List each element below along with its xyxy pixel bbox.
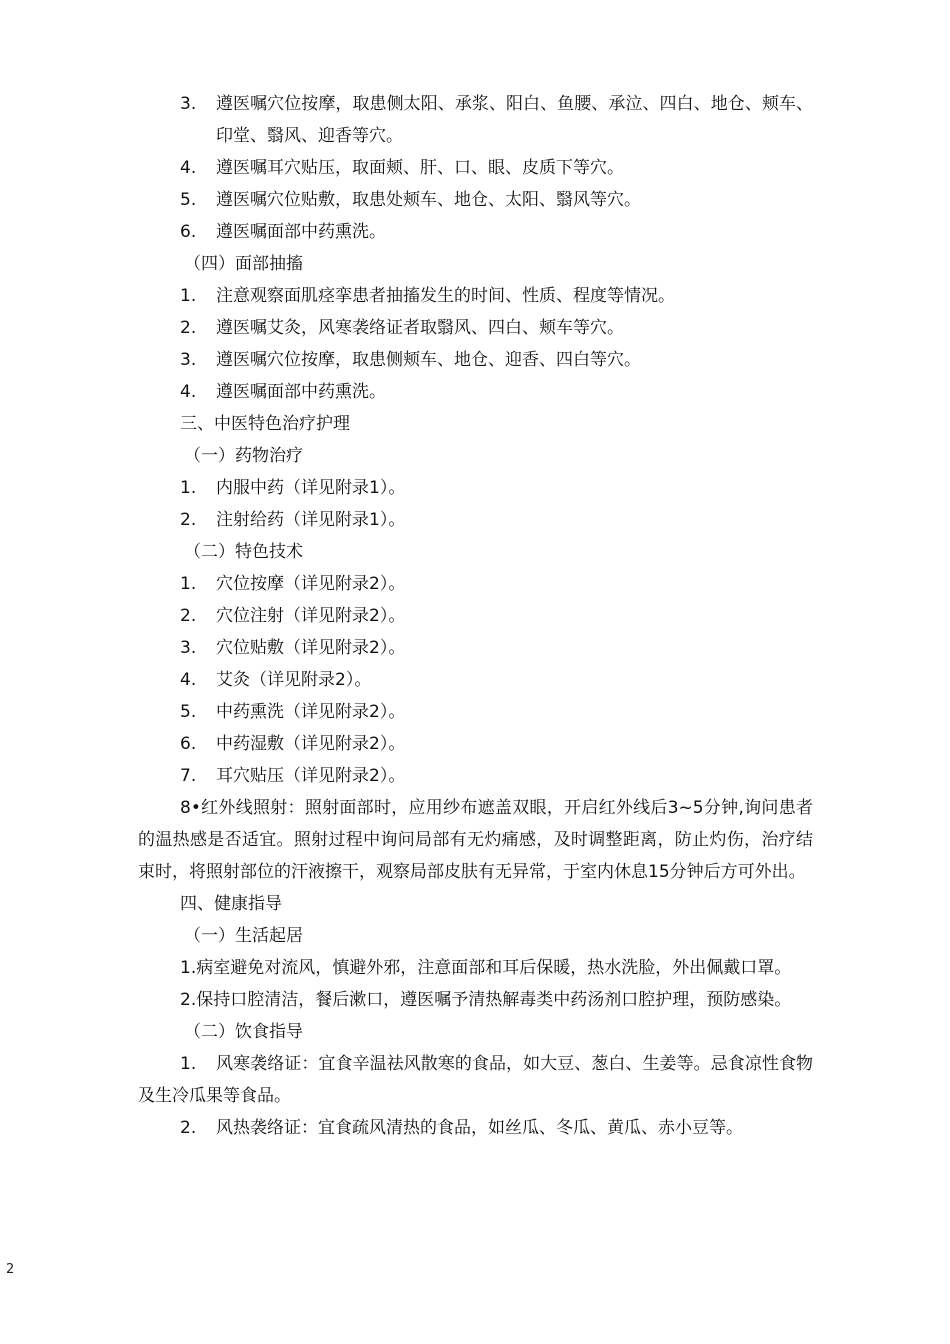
list-item: [180, 664, 813, 696]
section-heading: 三、中医特色治疗护理: [180, 414, 350, 434]
list-item: [180, 184, 813, 216]
list-text: 遵医嘱面部中药熏洗。: [216, 382, 386, 402]
list-number: 4.: [180, 670, 197, 690]
list-number: 1.: [180, 478, 197, 498]
list-number: 3.: [180, 94, 197, 114]
list-item: [180, 472, 813, 504]
list-number: 2.: [180, 318, 197, 338]
list-item: [180, 216, 813, 248]
page-number: 2: [6, 1262, 15, 1277]
list-text: 耳穴贴压（详见附录2）。: [216, 766, 406, 786]
list-number: 5.: [180, 702, 197, 722]
list-text: 中药湿敷（详见附录2）。: [216, 734, 406, 754]
numbered-paragraph: [138, 1048, 813, 1112]
subsection-heading: （二）饮食指导: [184, 1022, 303, 1042]
list-item: [180, 152, 813, 184]
list-item: [180, 696, 813, 728]
paragraph: 1.病室避免对流风，慎避外邪，注意面部和耳后保暖，热水洗脸，外出佩戴口罩。: [180, 958, 792, 978]
subsection-heading: （一）生活起居: [184, 926, 303, 946]
list-text: 遵医嘱面部中药熏洗。: [216, 222, 386, 242]
list-text: 穴位注射（详见附录2）。: [216, 606, 406, 626]
list-item: [180, 728, 813, 760]
document-body: [138, 88, 813, 1144]
list-text: 遵医嘱艾灸，风寒袭络证者取翳风、四白、颊车等穴。: [216, 318, 624, 338]
list-item: [180, 632, 813, 664]
subsection-heading: （一）药物治疗: [184, 446, 303, 466]
list-item: [180, 504, 813, 536]
list-text: 遵医嘱穴位贴敷，取患处颊车、地仓、太阳、翳风等穴。: [216, 190, 641, 210]
list-item: [180, 376, 813, 408]
list-number: 2.: [180, 510, 197, 530]
list-item: [180, 1112, 813, 1144]
list-text: 遵医嘱穴位按摩，取患侧太阳、承浆、阳白、鱼腰、承泣、四白、地仓、颊车、印堂、翳风、迎香等穴。: [216, 94, 813, 146]
list-number: 4.: [180, 382, 197, 402]
section-heading: 四、健康指导: [180, 894, 282, 914]
list-item: [180, 312, 813, 344]
list-text: 内服中药（详见附录1）。: [216, 478, 406, 498]
list-number: 1.: [180, 1054, 197, 1074]
paragraph: 2.保持口腔清洁，餐后漱口，遵医嘱予清热解毒类中药汤剂口腔护理，预防感染。: [180, 990, 792, 1010]
list-text: 风寒袭络证：宜食辛温祛风散寒的食品，如大豆、葱白、生姜等。忌食凉性食物及生冷瓜果等食品。: [138, 1054, 813, 1106]
list-item: [180, 600, 813, 632]
list-text: 穴位贴敷（详见附录2）。: [216, 638, 406, 658]
list-number: 7.: [180, 766, 197, 786]
list-number: 1.: [180, 574, 197, 594]
list-item: [180, 280, 813, 312]
list-number: 4.: [180, 158, 197, 178]
list-number: 3.: [180, 350, 197, 370]
list-text: 中药熏洗（详见附录2）。: [216, 702, 406, 722]
list-number: 2.: [180, 606, 197, 626]
list-number: 2.: [180, 1118, 197, 1138]
list-text: 注意观察面肌痉挛患者抽搐发生的时间、性质、程度等情况。: [216, 286, 675, 306]
list-text: 遵医嘱穴位按摩，取患侧颊车、地仓、迎香、四白等穴。: [216, 350, 641, 370]
list-text: 穴位按摩（详见附录2）。: [216, 574, 406, 594]
list-number: 6.: [180, 734, 197, 754]
list-text: 注射给药（详见附录1）。: [216, 510, 406, 530]
list-item: [180, 568, 813, 600]
list-number: 1.: [180, 286, 197, 306]
list-text: 遵医嘱耳穴贴压，取面颊、肝、口、眼、皮质下等穴。: [216, 158, 624, 178]
list-number: 6.: [180, 222, 197, 242]
list-text: 风热袭络证：宜食疏风清热的食品，如丝瓜、冬瓜、黄瓜、赤小豆等。: [216, 1118, 743, 1138]
subsection-heading: （二）特色技术: [184, 542, 303, 562]
list-item: [180, 760, 813, 792]
list-text: 艾灸（详见附录2）。: [216, 670, 372, 690]
subsection-heading: （四）面部抽搐: [184, 254, 303, 274]
paragraph: 8•红外线照射：照射面部时，应用纱布遮盖双眼，开启红外线后3~5分钟,询问患者的温热感是否适宜。照射过程中询问局部有无灼痛感，及时调整距离，防止灼伤，治疗结束时，将照射部位的汗液擦干，观察局部皮肤有无异常，于室内休息15分钟后方可外出。: [138, 798, 813, 882]
list-item: [180, 344, 813, 376]
list-item: [180, 88, 813, 152]
list-number: 3.: [180, 638, 197, 658]
list-number: 5.: [180, 190, 197, 210]
